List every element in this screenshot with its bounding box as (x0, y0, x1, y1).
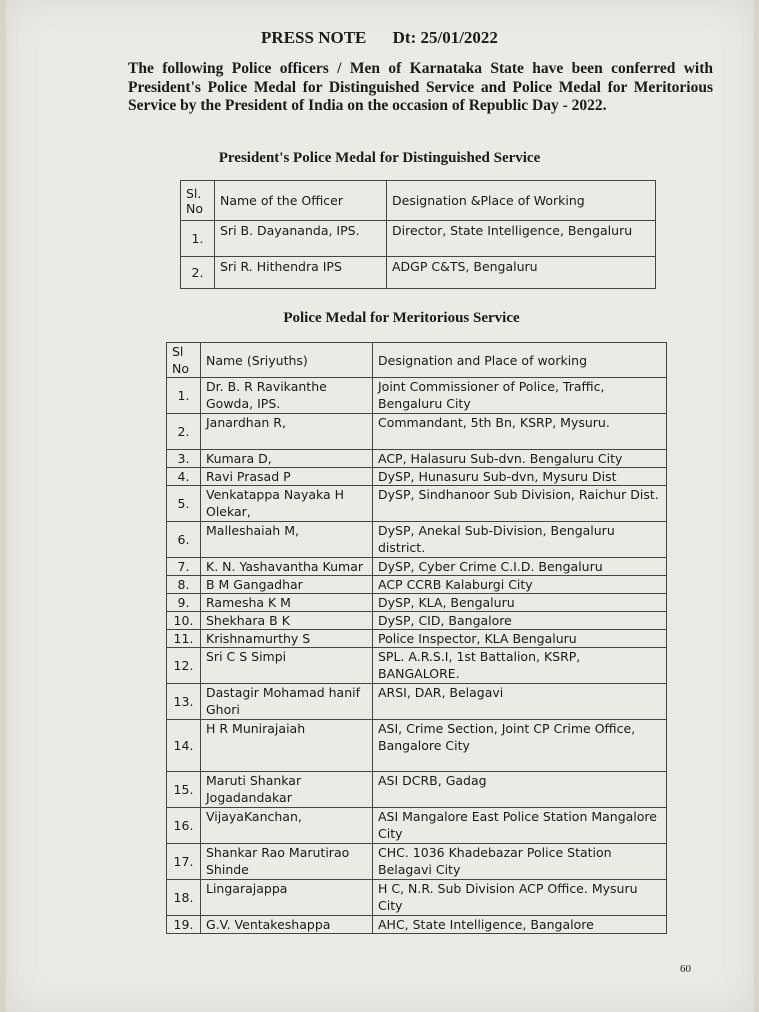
table-row (167, 630, 667, 648)
cell-name: Sri R. Hithendra IPS (215, 257, 387, 289)
cell-sl-no: 14. (167, 720, 201, 772)
intro-paragraph: The following Police officers / Men of Karnataka State have been conferred with President's Police Medal for Distinguished Service and Police Medal for Meritorious Service by the President of India on the occasion of Republic Day - 2022. (128, 60, 713, 114)
table-row (167, 612, 667, 630)
cell-designation: DySP, KLA, Bengaluru (373, 594, 667, 612)
cell-name: Shekhara B K (201, 612, 373, 630)
table-row (167, 558, 667, 576)
cell-sl-no: 18. (167, 880, 201, 916)
press-note-date: Dt: 25/01/2022 (392, 28, 498, 47)
col-name: Name (Sriyuths) (201, 343, 373, 378)
cell-name: Venkatappa Nayaka H Olekar, (201, 486, 373, 522)
cell-sl-no: 1. (167, 378, 201, 414)
table-row (167, 916, 667, 934)
cell-sl-no: 7. (167, 558, 201, 576)
col-designation: Designation &Place of Working (387, 181, 656, 221)
press-note-header (0, 28, 759, 48)
cell-designation: ASI Mangalore East Police Station Mangalore City (373, 808, 667, 844)
table-row (167, 450, 667, 468)
cell-designation: DySP, Cyber Crime C.I.D. Bengaluru (373, 558, 667, 576)
cell-designation: CHC. 1036 Khadebazar Police Station Belagavi City (373, 844, 667, 880)
cell-name: Dr. B. R Ravikanthe Gowda, IPS. (201, 378, 373, 414)
table-row (181, 221, 656, 257)
table-row (167, 594, 667, 612)
cell-designation: ASI, Crime Section, Joint CP Crime Office, Bangalore City (373, 720, 667, 772)
cell-designation: DySP, Hunasuru Sub-dvn, Mysuru Dist (373, 468, 667, 486)
cell-name: Janardhan R, (201, 414, 373, 450)
cell-designation: DySP, Anekal Sub-Division, Bengaluru district. (373, 522, 667, 558)
cell-name: Sri C S Simpi (201, 648, 373, 684)
table-row (167, 486, 667, 522)
cell-sl-no: 3. (167, 450, 201, 468)
cell-name: K. N. Yashavantha Kumar (201, 558, 373, 576)
cell-designation: Commandant, 5th Bn, KSRP, Mysuru. (373, 414, 667, 450)
page-number: 60 (680, 963, 691, 975)
cell-sl-no: 11. (167, 630, 201, 648)
cell-designation: ADGP C&TS, Bengaluru (387, 257, 656, 289)
cell-name: VijayaKanchan, (201, 808, 373, 844)
cell-sl-no: 17. (167, 844, 201, 880)
cell-sl-no: 1. (181, 221, 215, 257)
cell-name: G.V. Ventakeshappa (201, 916, 373, 934)
cell-designation: SPL. A.R.S.I, 1st Battalion, KSRP, BANGALORE. (373, 648, 667, 684)
cell-name: Ramesha K M (201, 594, 373, 612)
table-row (167, 808, 667, 844)
table-row (167, 522, 667, 558)
cell-name: Shankar Rao Marutirao Shinde (201, 844, 373, 880)
cell-designation: Police Inspector, KLA Bengaluru (373, 630, 667, 648)
cell-sl-no: 16. (167, 808, 201, 844)
table-row (167, 576, 667, 594)
cell-designation: DySP, Sindhanoor Sub Division, Raichur Dist. (373, 486, 667, 522)
col-designation: Designation and Place of working (373, 343, 667, 378)
table-row (167, 648, 667, 684)
table-row (167, 720, 667, 772)
cell-sl-no: 6. (167, 522, 201, 558)
table-row (181, 257, 656, 289)
table-row (167, 684, 667, 720)
cell-designation: Joint Commissioner of Police, Traffic, Bengaluru City (373, 378, 667, 414)
table-row (167, 772, 667, 808)
cell-designation: ACP CCRB Kalaburgi City (373, 576, 667, 594)
table-row (167, 378, 667, 414)
meritorious-header-row (167, 343, 667, 378)
table-row (167, 880, 667, 916)
table-row (167, 414, 667, 450)
cell-sl-no: 2. (167, 414, 201, 450)
cell-name: Lingarajappa (201, 880, 373, 916)
table-row (167, 468, 667, 486)
cell-sl-no: 12. (167, 648, 201, 684)
cell-name: Ravi Prasad P (201, 468, 373, 486)
distinguished-table (180, 180, 656, 289)
meritorious-section-title: Police Medal for Meritorious Service (283, 310, 520, 326)
cell-designation: H C, N.R. Sub Division ACP Office. Mysuru City (373, 880, 667, 916)
distinguished-section-title: President's Police Medal for Distinguished Service (218, 150, 541, 166)
meritorious-table (166, 342, 667, 934)
cell-sl-no: 2. (181, 257, 215, 289)
cell-designation: ASI DCRB, Gadag (373, 772, 667, 808)
cell-name: Dastagir Mohamad hanif Ghori (201, 684, 373, 720)
cell-name: Kumara D, (201, 450, 373, 468)
cell-sl-no: 9. (167, 594, 201, 612)
cell-name: Krishnamurthy S (201, 630, 373, 648)
table-row (167, 844, 667, 880)
cell-designation: DySP, CID, Bangalore (373, 612, 667, 630)
cell-designation: ARSI, DAR, Belagavi (373, 684, 667, 720)
cell-sl-no: 8. (167, 576, 201, 594)
cell-sl-no: 10. (167, 612, 201, 630)
cell-designation: AHC, State Intelligence, Bangalore (373, 916, 667, 934)
cell-name: Sri B. Dayananda, IPS. (215, 221, 387, 257)
col-sl-no: Sl No (167, 343, 201, 378)
cell-sl-no: 13. (167, 684, 201, 720)
cell-sl-no: 4. (167, 468, 201, 486)
cell-name: Maruti Shankar Jogadandakar (201, 772, 373, 808)
cell-designation: ACP, Halasuru Sub-dvn. Bengaluru City (373, 450, 667, 468)
press-note-title: PRESS NOTE (261, 28, 367, 47)
cell-name: Malleshaiah M, (201, 522, 373, 558)
col-name: Name of the Officer (215, 181, 387, 221)
cell-sl-no: 19. (167, 916, 201, 934)
cell-designation: Director, State Intelligence, Bengaluru (387, 221, 656, 257)
cell-name: H R Munirajaiah (201, 720, 373, 772)
col-sl-no: Sl. No (181, 181, 215, 221)
distinguished-header-row (181, 181, 656, 221)
cell-name: B M Gangadhar (201, 576, 373, 594)
cell-sl-no: 15. (167, 772, 201, 808)
cell-sl-no: 5. (167, 486, 201, 522)
